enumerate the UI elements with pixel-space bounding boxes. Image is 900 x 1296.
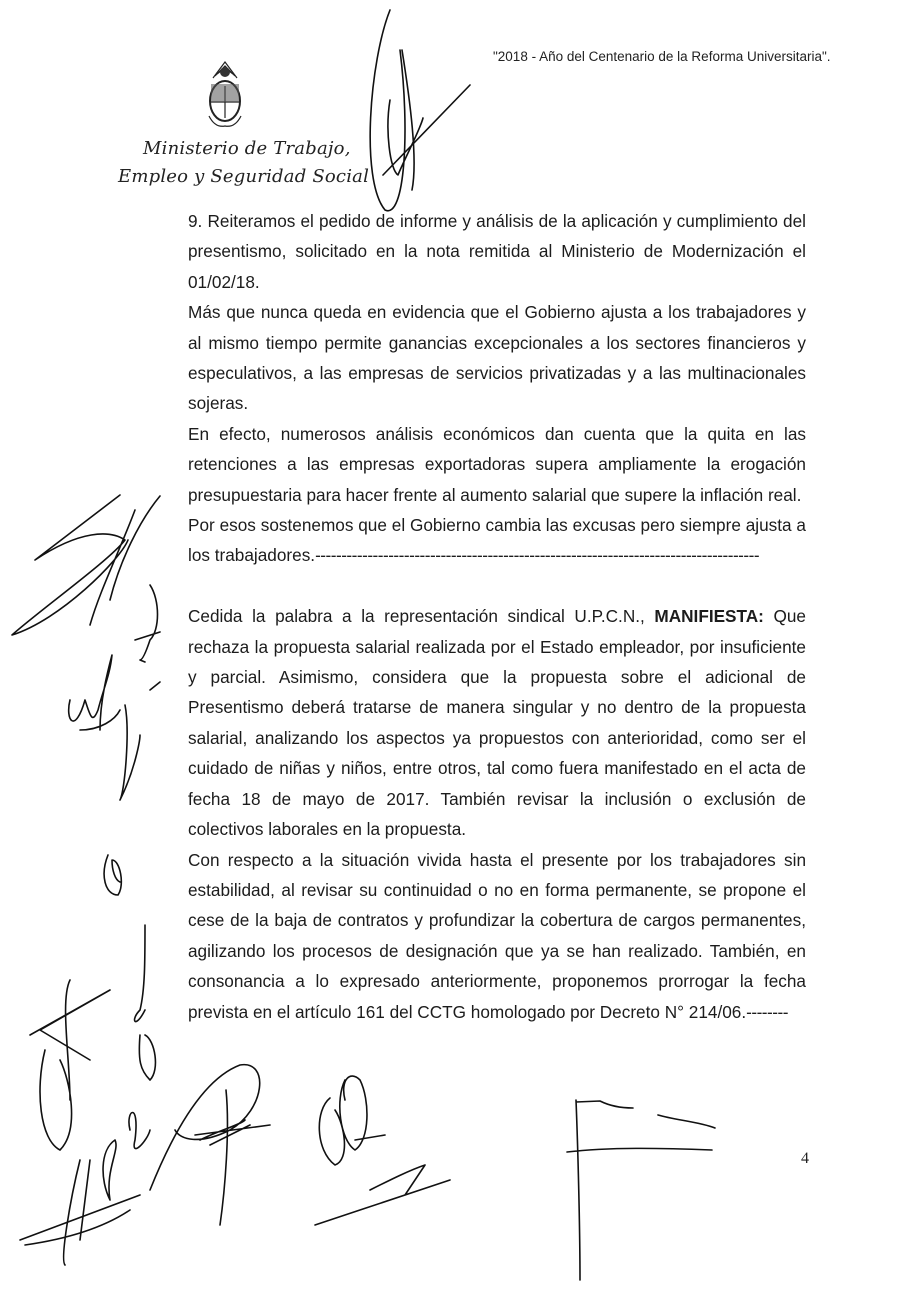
paragraph-economic-analysis: En efecto, numerosos análisis económicos dan cuenta que la quita en las retenciones a las empresas exportadoras supera ampliamente la erogación presupuestaria para hacer frente al aumento salarial que supere la inflación real. [188, 423, 806, 505]
signature-bottom-2 [319, 1076, 385, 1165]
paragraph-conclusion [188, 510, 806, 571]
ministry-letterhead [118, 135, 369, 191]
paragraph-upcn-statement [188, 601, 806, 844]
signature-left-4 [30, 925, 155, 1150]
page-number: 4 [801, 1150, 809, 1167]
conclusion-text: Por esos sostenemos que el Gobierno cambia las excusas pero siempre ajusta a los trabajadores. [188, 515, 806, 566]
upcn-stability-text: Con respecto a la situación vivida hasta el presente por los trabajadores sin estabilidad, al revisar su continuidad o no en forma permanente, se propone el cese de la baja de contratos y profundizar la cobertura de cargos permanentes, agilizando los procesos de designación que ya se han realizado. También, en consonancia a lo expresado anteriormente, proponemos prorrogar la fecha prevista en el artículo 161 del CCTG homologado por Decreto N° 214/06. [188, 849, 806, 1022]
ministry-name-line-1: Ministerio de Trabajo, [143, 138, 351, 159]
signature-right [567, 1100, 715, 1280]
signature-left-2 [69, 585, 160, 800]
paragraph-government-adjusts: Más que nunca queda en evidencia que el Gobierno ajusta a los trabajadores y al mismo tiempo permite ganancias excepcionales a los sectores financieros y especulativos, a las empresas de servicios privatizadas y a las multinacionales sojeras. [188, 302, 806, 414]
dash-filler: ------------------------------------------------------------------------------------- [315, 545, 760, 566]
signature-bottom-3 [315, 1165, 450, 1225]
upcn-statement-text: Que rechaza la propuesta salarial realizada por el Estado empleador, por insuficiente y parcial. Asimismo, considera que la propuesta sobre el adicional de Presentismo deberá tratarse de manera singular y no dentro de la propuesta salarial, analizando los aspectos ya propuestos con anterioridad, como ser el cuidado de niñas y niños, entre otros, tal como fuera manifestado en el acta de fecha 18 de mayo de 2017. También revisar la inclusión o exclusión de colectivos laborales en la propuesta. [188, 606, 806, 840]
centenary-motto: "2018 - Año del Centenario de la Reforma Universitaria". [493, 49, 831, 64]
document-body [188, 206, 806, 1027]
argentina-coat-of-arms-icon [203, 58, 247, 132]
upcn-intro: Cedida la palabra a la representación sindical U.P.C.N., [188, 606, 655, 627]
upcn-manifiesta: MANIFIESTA: [654, 606, 764, 627]
signature-left-5 [20, 1113, 150, 1266]
ministry-name-line-2: Empleo y Seguridad Social [118, 166, 370, 187]
paragraph-upcn-stability [188, 845, 806, 1027]
signature-top [370, 10, 470, 211]
blank-line [188, 571, 806, 601]
signature-left-3 [104, 855, 121, 895]
paragraph-item-9: 9. Reiteramos el pedido de informe y análisis de la aplicación y cumplimiento del presentismo, solicitado en la nota remitida al Ministerio de Modernización el 01/02/18. [188, 211, 806, 292]
signature-left-1 [12, 495, 160, 635]
dash-filler-2: -------- [746, 1001, 788, 1022]
signature-bottom-1 [150, 1065, 270, 1225]
